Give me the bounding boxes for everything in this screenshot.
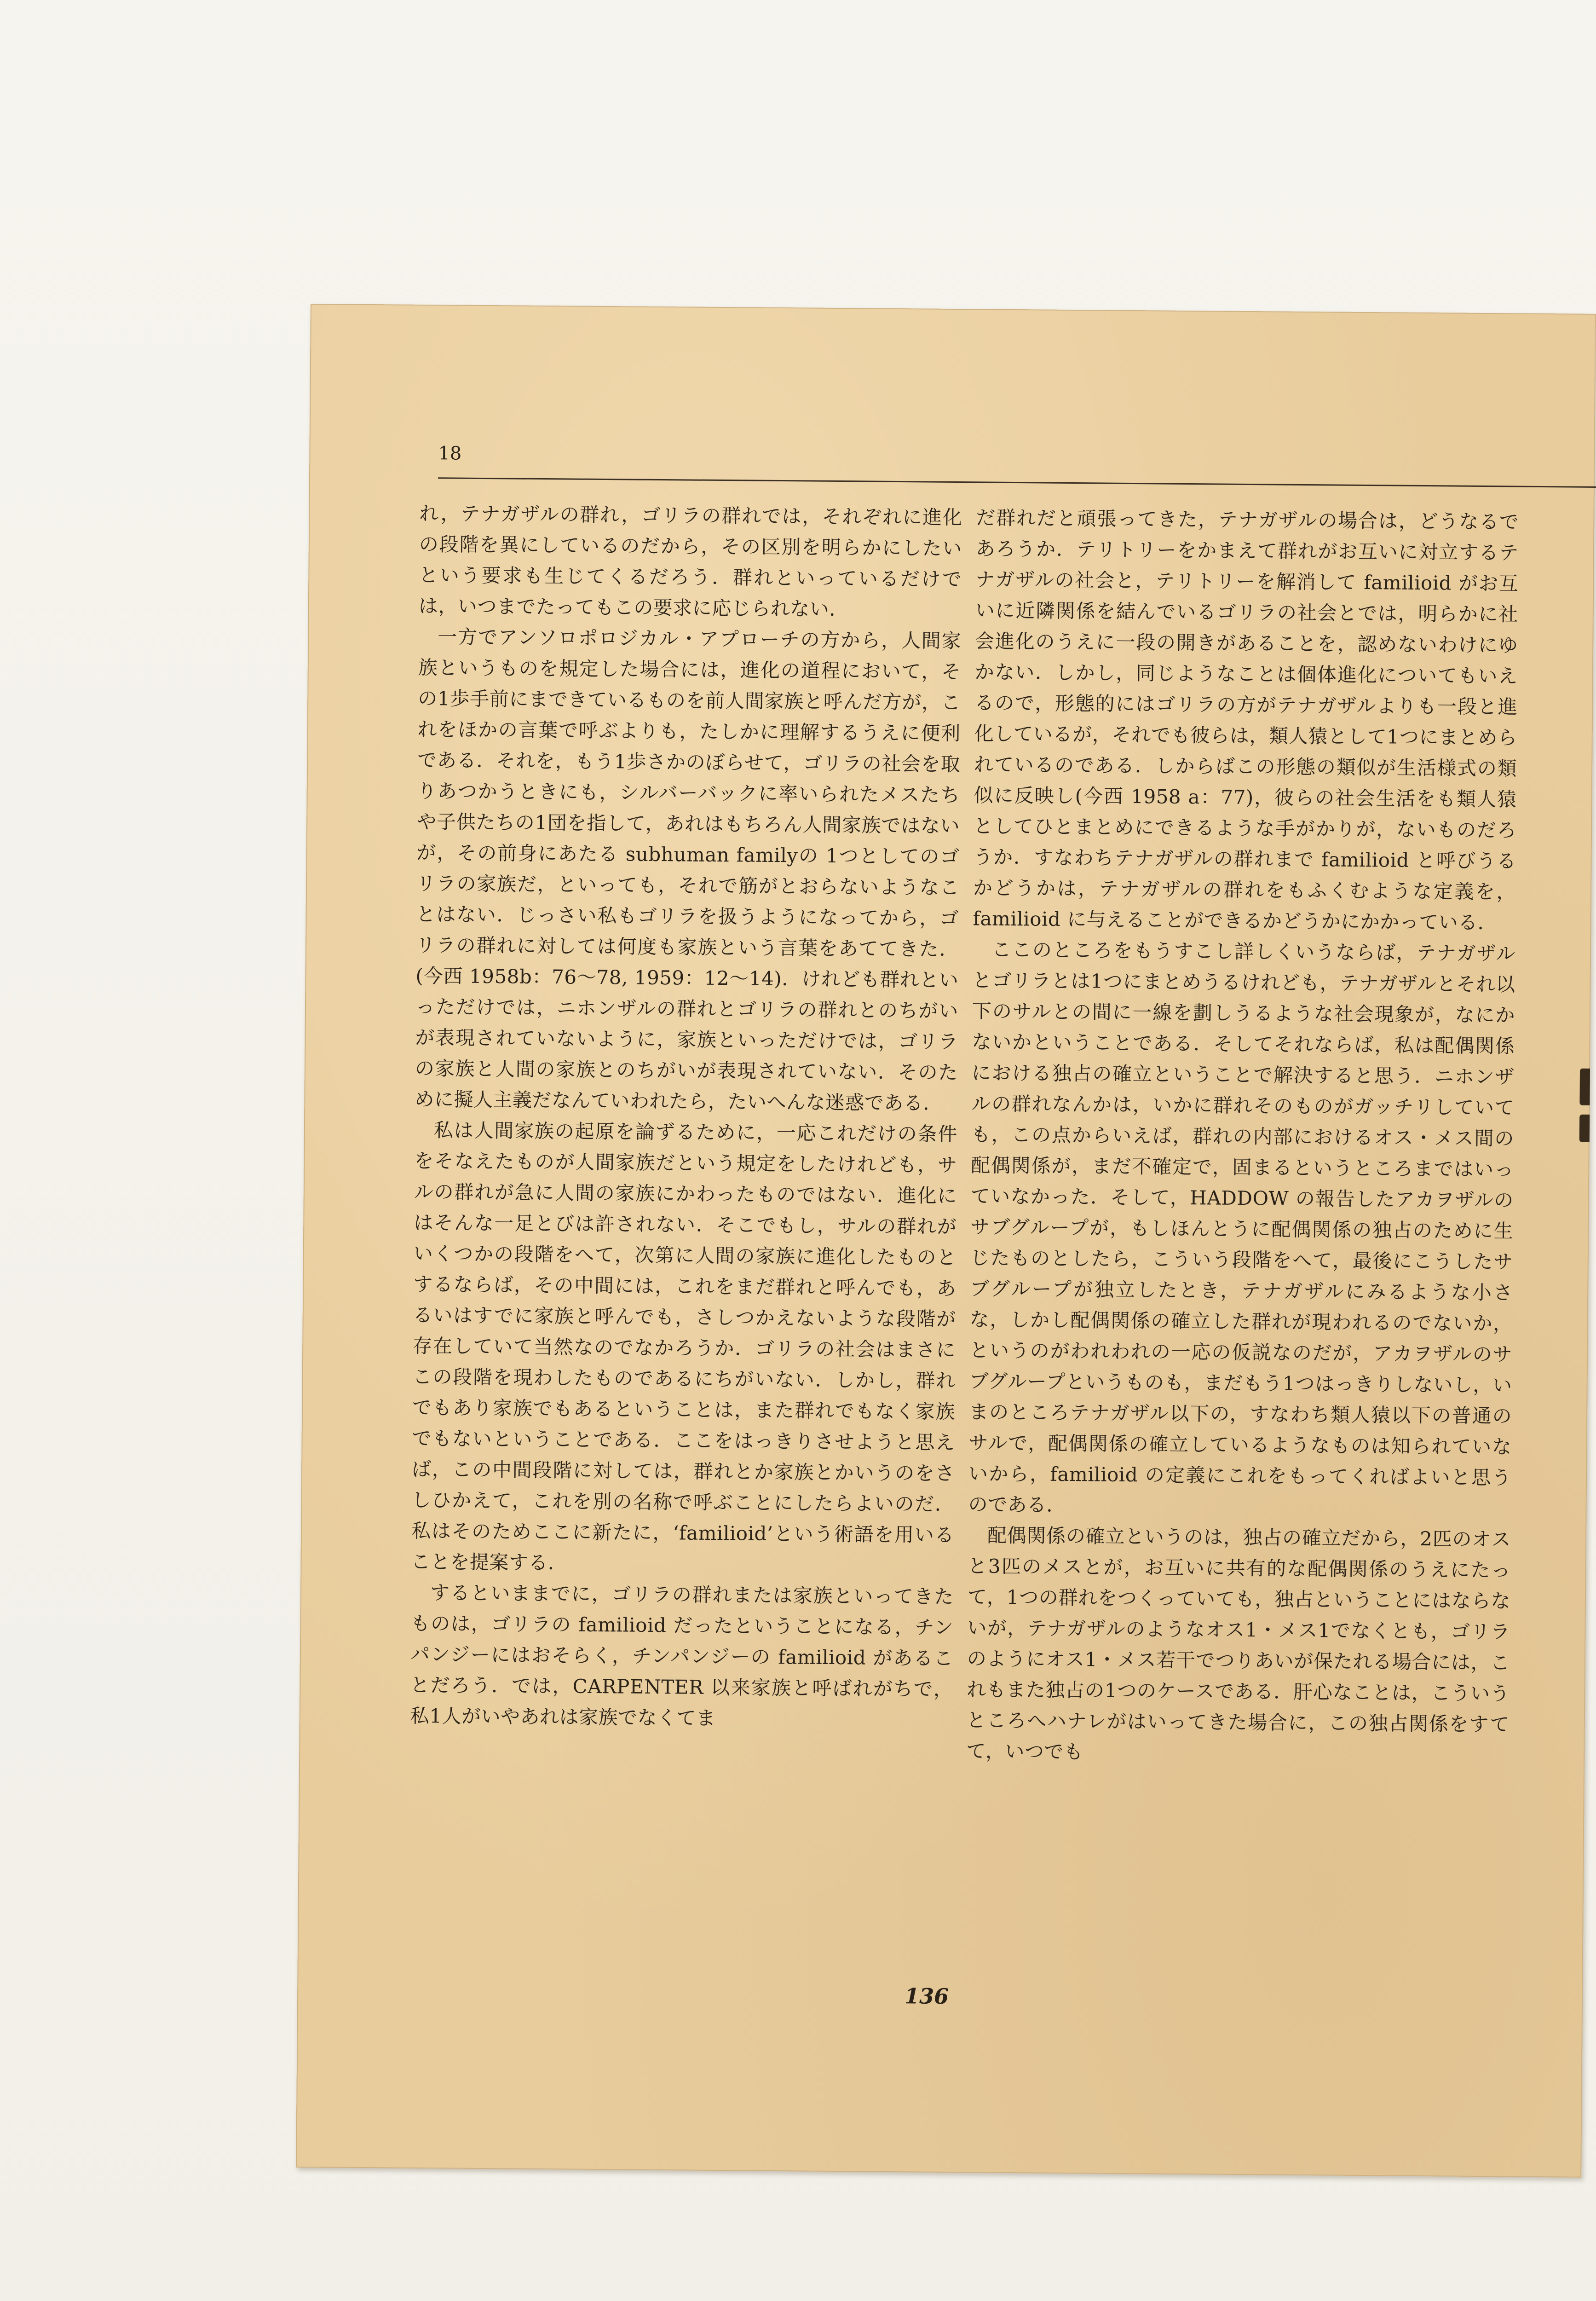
binding-staple-mark (1579, 1069, 1590, 1105)
header-rule (438, 477, 1596, 488)
paragraph: ここのところをもうすこし詳しくいうならば，テナガザルとゴリラとは1つにまとめうるけれども，テナガザルとそれ以下のサルとの間に一線を劃しうるような社会現象が，なにかないかということである．そしてそれならば，私は配偶関係における独占の確立ということで解決すると思う．ニホンザルの群れなんかは，いかに群れそのものがガッチリしていても，この点からいえば，群れの内部におけるオス・メス間の配偶関係が，まだ不確定で，固まるというところまではいっていなかった．そして，HADDOW の報告したアカヲザルのサブグループが，もしほんとうに配偶関係の独占のために生じたものとしたら，こういう段階をへて，最後にこうしたサブグループが独立したとき，テナガザルにみるような小さな，しかし配偶関係の確立した群れが現われるのでないか，というのがわれわれの一応の仮説なのだが，アカヲザルのサブグループというものも，まだもう1つはっきりしないし，いまのところテナガザル以下の，すなわち類人猿以下の普通のサルで，配偶関係の確立しているようなものは知られていないから，familioid の定義にこれをもってくればよいと思うのである． (968, 938, 1516, 1516)
header-page-number: 18 (438, 443, 462, 464)
paragraph: れ，テナガザルの群れ，ゴリラの群れでは，それぞれに進化の段階を異にしているのだから，その区別を明らかにしたいという要求も生じてくるだろう．群れといっているだけでは，いつまでたってもこの要求に応じられない． (418, 502, 962, 621)
book-page (296, 304, 1596, 2178)
paragraph: だ群れだと頑張ってきた，テナガザルの場合は，どうなるであろうか．テリトリーをかまえて群れがお互いに対立するテナガザルの社会と，テリトリーを解消して familioid がお互いに近隣関係を結んでいるゴリラの社会とでは，明らかに社会進化のうえに一段の開きがあることを，認めないわけにゆかない．しかし，同じようなことは個体進化についてもいえるので，形態的にはゴリラの方がテナガザルよりも一段と進化しているが，それでも彼らは，類人猿として1つにまとめられているのである．しからばこの形態の類似が生活様式の類似に反映し(今西 1958 a：77)，彼らの社会生活をも類人猿としてひとまとめにできるような手がかりが，ないものだろうか．すなわちテナガザルの群れまで familioid と呼びうるかどうかは，テナガザルの群れをもふくむような定義を，familioid に与えることができるかどうかにかかっている． (973, 506, 1519, 934)
left-text-column (410, 498, 962, 1735)
paragraph: するといままでに，ゴリラの群れまたは家族といってきたものは，ゴリラの familioid だったということになる，チンパンジーにはおそらく，チンパンジーの familioid があることだろう．では，CARPENTER 以来家族と呼ばれがちで，私1人がいやあれは家族でなくてま (409, 1581, 954, 1730)
binding-staple-mark (1579, 1115, 1590, 1142)
paragraph: 私は人間家族の起原を論ずるために，一応これだけの条件をそなえたものが人間家族だという規定をしたけれども，サルの群れが急に人間の家族にかわったものではない．進化にはそんな一足とびは許されない．そこでもし，サルの群れがいくつかの段階をへて，次第に人間の家族に進化したものとするならば，その中間には，これをまだ群れと呼んでも，あるいはすでに家族と呼んでも，さしつかえないような段階が存在していて当然なのでなかろうか．ゴリラの社会はまさにこの段階を現わしたものであるにちがいない．しかし，群れでもあり家族でもあるということは，また群れでもなく家族でもないということである．ここをはっきりさせようと思えば，この中間段階に対しては，群れとか家族とかいうのをさしひかえて，これを別の名称で呼ぶことにしたらよいのだ．私はそのためここに新たに，‘familioid’という術語を用いることを提案する． (411, 1119, 958, 1574)
paragraph: 一方でアンソロポロジカル・アプローチの方から，人間家族というものを規定した場合には，進化の道程において，その1歩手前にまできているものを前人間家族と呼んだ方が，これをほかの言葉で呼ぶよりも，たしかに理解するうえに便利である．それを，もう1歩さかのぼらせて，ゴリラの社会を取りあつかうときにも，シルバーバックに率いられたメスたちや子供たちの1団を指して，あれはもちろん人間家族ではないが，その前身にあたる subhuman familyの 1つとしてのゴリラの家族だ，といっても，それで筋がとおらないようなことはない．じっさい私もゴリラを扱うようになってから，ゴリラの群れに対しては何度も家族という言葉をあててきた．(今西 1958b：76〜78, 1959：12〜14)．けれども群れといっただけでは，ニホンザルの群れとゴリラの群れとのちがいが表現されていないように，家族といっただけでは，ゴリラの家族と人間の家族とのちがいが表現されていない．そのために擬人主義だなんていわれたら，たいへんな迷惑である． (415, 625, 962, 1115)
footer-page-number: 136 (904, 1983, 949, 2009)
paragraph: 配偶関係の確立というのは，独占の確立だから，2匹のオスと3匹のメスとが，お互いに共有的な配偶関係のうえにたって，1つの群れをつくっていても，独占ということにはならないが，テナガザルのようなオス1・メス1でなくとも，ゴリラのようにオス1・メス若干でつりあいが保たれる場合には，これもまた独占の1つのケースである．肝心なことは，こういうところへハナレがはいってきた場合に，この独占関係をすてて，いつでも (966, 1524, 1511, 1763)
right-text-column (966, 502, 1519, 1770)
running-header (438, 443, 1596, 489)
